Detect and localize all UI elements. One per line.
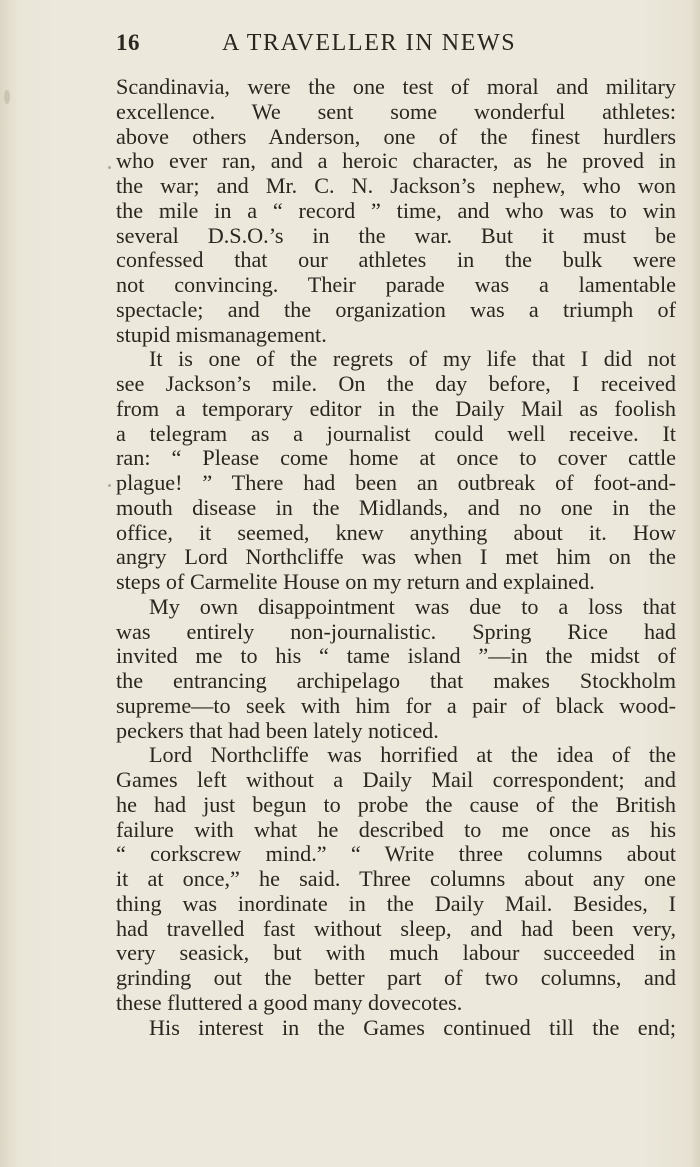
text-line: Games left without a Daily Mail correspondent; and [116,767,676,792]
text-line: spectacle; and the organization was a triumph of [116,296,676,322]
running-head: A TRAVELLER IN NEWS [222,30,517,56]
text-line: it at once,” he said. Three columns about any one [116,866,676,891]
text-line: It is one of the regrets of my life that I did not [149,346,676,372]
paper-speck [4,90,10,104]
text-line: several D.S.O.’s in the war. But it must be [116,222,676,248]
text-line: not convincing. Their parade was a lamentable [116,272,676,297]
body-text [116,75,676,1040]
text-line: the war; and Mr. C. N. Jackson’s nephew, who won [116,173,676,198]
text-line: “ corkscrew mind.” “ Write three columns about [116,841,676,867]
text-line: he had just begun to probe the cause of the British [116,791,676,817]
paper-speck [108,484,111,487]
text-line: confessed that our athletes in the bulk were [116,247,676,273]
text-line: thing was inordinate in the Daily Mail. Besides, I [116,890,676,916]
paper-speck [108,166,111,169]
text-line: a telegram as a journalist could well receive. It [116,420,676,446]
page-number: 16 [116,30,140,55]
text-line: these fluttered a good many dovecotes. [116,989,463,1015]
text-line: had travelled fast without sleep, and had been very, [116,915,676,941]
text-line: peckers that had been lately noticed. [116,717,439,743]
text-line: mouth disease in the Midlands, and no one in the [116,494,676,520]
text-line: very seasick, but with much labour succeeded in [116,940,676,966]
text-line: Lord Northcliffe was horrified at the idea of the [149,742,676,768]
text-line: office, it seemed, knew anything about it. How [116,519,676,545]
text-line: who ever ran, and a heroic character, as he proved in [116,148,676,174]
text-line: plague! ” There had been an outbreak of foot-and- [116,470,676,495]
text-line: excellence. We sent some wonderful athletes: [116,98,676,124]
text-line: was entirely non-journalistic. Spring Rice had [116,618,676,644]
text-line: invited me to his “ tame island ”—in the midst of [116,643,676,669]
text-line: supreme—to seek with him for a pair of black wood- [116,692,676,718]
text-line: grinding out the better part of two columns, and [116,965,676,990]
text-line: Scandinavia, were the one test of moral and military [116,74,676,99]
text-line: stupid mismanagement. [116,321,327,347]
text-line: from a temporary editor in the Daily Mail as foolish [116,395,676,421]
text-line: the entrancing archipelago that makes Stockholm [116,668,676,693]
text-line: steps of Carmelite House on my return and explained. [116,569,595,594]
text-line: His interest in the Games continued till the end; [149,1014,676,1040]
text-line: ran: “ Please come home at once to cover cattle [116,445,676,471]
text-line: failure with what he described to me once as his [116,816,676,842]
text-line: see Jackson’s mile. On the day before, I received [116,371,676,396]
page-header [116,30,676,64]
text-line: above others Anderson, one of the finest hurdlers [116,123,676,149]
text-line: angry Lord Northcliffe was when I met him on the [116,544,676,570]
text-line: My own disappointment was due to a loss that [149,593,676,619]
text-line: the mile in a “ record ” time, and who was to win [116,197,676,223]
